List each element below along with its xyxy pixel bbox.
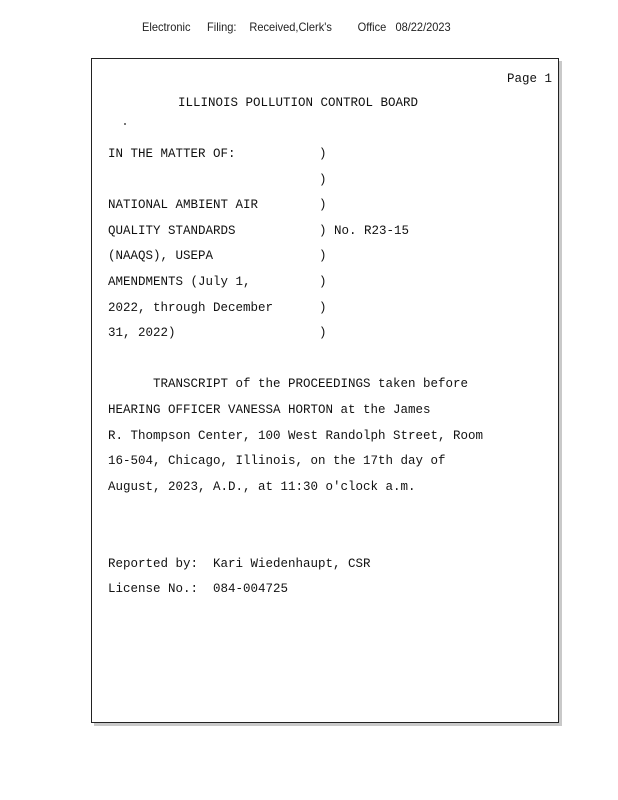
transcript-page xyxy=(91,58,559,723)
caption-left-line: 2022, through December xyxy=(108,301,274,315)
electronic-filing-stamp xyxy=(142,20,451,34)
transcript-line: August, 2023, A.D., at 11:30 o'clock a.m. xyxy=(108,480,416,494)
reporter-line: Reported by: Kari Wiedenhaupt, CSR xyxy=(108,557,371,571)
board-title: ILLINOIS POLLUTION CONTROL BOARD xyxy=(178,96,419,110)
transcript-line: HEARING OFFICER VANESSA HORTON at the James xyxy=(108,403,431,417)
caption-bracket: ) xyxy=(319,301,327,315)
transcript-line: 16-504, Chicago, Illinois, on the 17th day of xyxy=(108,454,446,468)
page-number: Page 1 xyxy=(506,72,552,86)
caption-bracket: ) xyxy=(319,198,327,212)
caption-left-line: QUALITY STANDARDS xyxy=(108,224,236,238)
stamp-word-received: Received,Clerk's xyxy=(249,20,332,34)
stray-mark xyxy=(124,123,126,125)
transcript-line: TRANSCRIPT of the PROCEEDINGS taken before xyxy=(108,377,469,391)
caption-left-line: IN THE MATTER OF: xyxy=(108,147,236,161)
stamp-word-electronic: Electronic xyxy=(142,20,191,34)
license-line: License No.: 084-004725 xyxy=(108,582,289,596)
stamp-word-filing: Filing: xyxy=(207,20,237,34)
case-number: ) No. R23-15 xyxy=(319,224,410,238)
caption-bracket: ) xyxy=(319,249,327,263)
caption-left-line: 31, 2022) xyxy=(108,326,176,340)
caption-left-line: AMENDMENTS (July 1, xyxy=(108,275,251,289)
caption-bracket: ) xyxy=(319,275,327,289)
caption-bracket: ) xyxy=(319,173,327,187)
caption-left-line: (NAAQS), USEPA xyxy=(108,249,214,263)
caption-bracket: ) xyxy=(319,326,327,340)
caption-left-line: NATIONAL AMBIENT AIR xyxy=(108,198,259,212)
transcript-line: R. Thompson Center, 100 West Randolph Street, Room xyxy=(108,429,484,443)
stamp-date: 08/22/2023 xyxy=(395,20,451,34)
caption-bracket: ) xyxy=(319,147,327,161)
stamp-word-office: Office xyxy=(357,20,387,34)
